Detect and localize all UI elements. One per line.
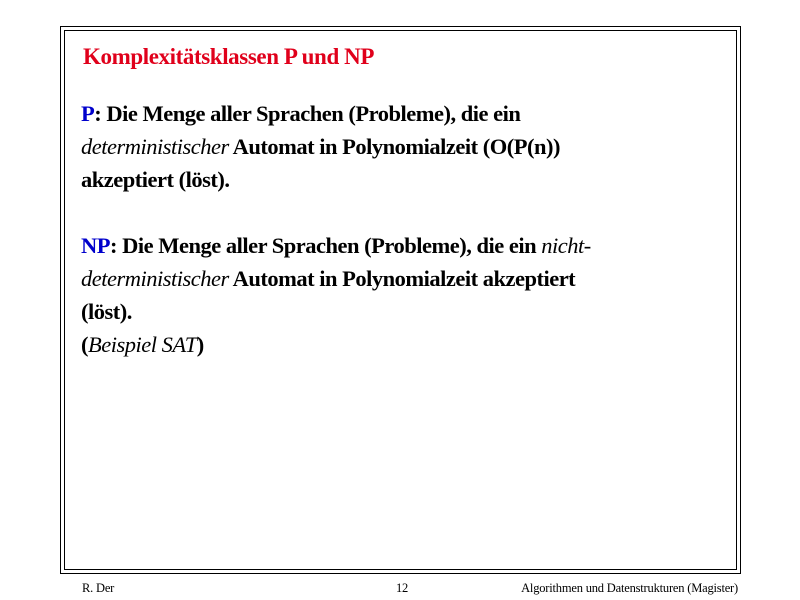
paragraph-gap	[81, 196, 721, 229]
p-term: P	[81, 101, 95, 126]
footer-page-number: 12	[396, 581, 409, 595]
example-text: Beispiel SAT	[88, 332, 197, 357]
p-definition-text-2: Automat in Polynomialzeit (O(P(n))	[228, 134, 560, 159]
p-definition-text-3: akzeptiert (löst).	[81, 167, 230, 192]
footer-author: R. Der	[82, 581, 115, 595]
slide-body	[81, 97, 721, 361]
footer-course: Algorithmen und Datenstrukturen (Magister)	[521, 581, 738, 595]
np-definition-text-1: : Die Menge aller Sprachen (Probleme), die ein	[110, 233, 542, 258]
np-definition-emphasis-2: deterministischer	[81, 266, 229, 291]
example-close-paren: )	[196, 332, 204, 357]
np-definition-emphasis-1: nicht-	[541, 233, 591, 258]
slide-title: Komplexitätsklassen P und NP	[83, 44, 375, 69]
np-definition-text-3: (löst).	[81, 299, 132, 324]
example-open-paren: (	[81, 332, 88, 357]
np-term: NP	[81, 233, 110, 258]
np-definition	[81, 229, 721, 361]
p-definition-text-1: : Die Menge aller Sprachen (Probleme), die ein	[94, 101, 521, 126]
p-definition-emphasis: deterministischer	[81, 134, 229, 159]
p-definition	[81, 97, 721, 196]
np-definition-text-2: Automat in Polynomialzeit akzeptiert	[228, 266, 576, 291]
